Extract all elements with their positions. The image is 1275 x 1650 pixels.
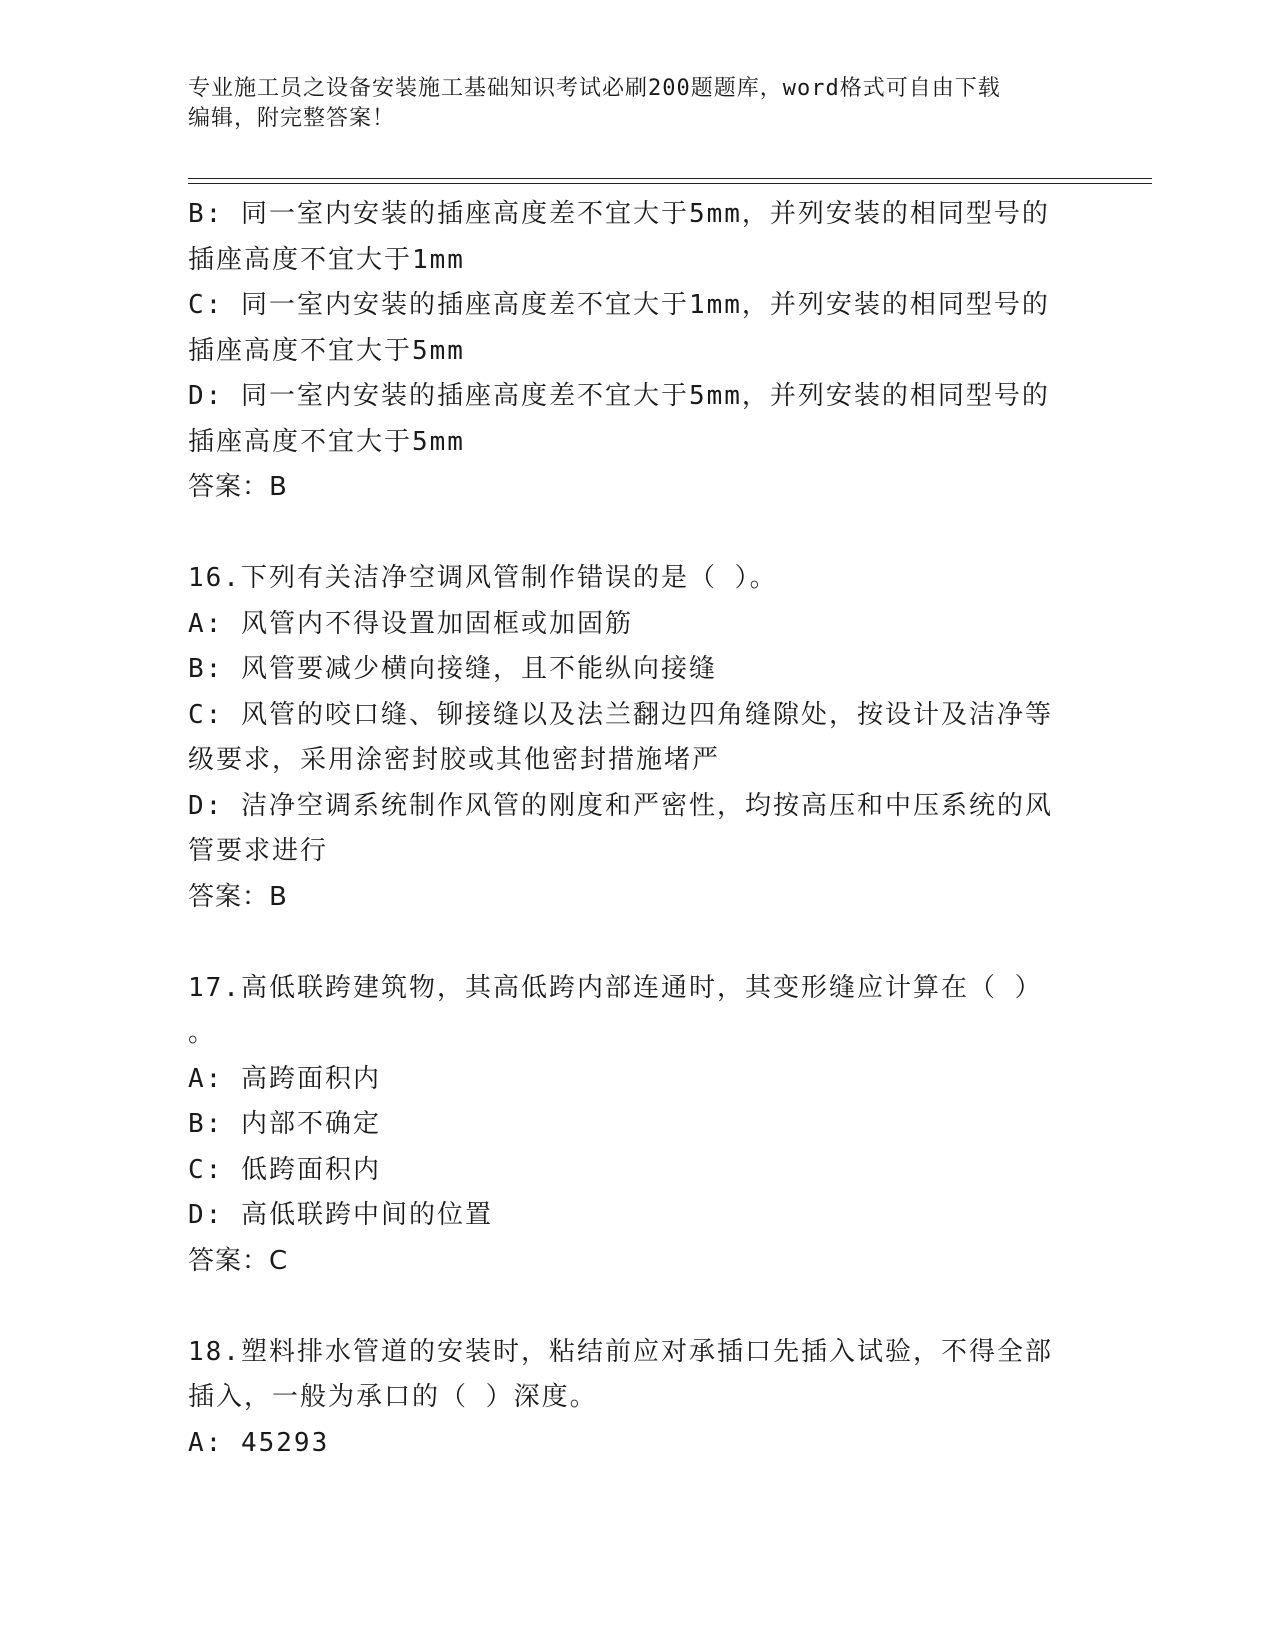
- option-a: A: 风管内不得设置加固框或加固筋: [188, 608, 633, 639]
- option-b: B: 内部不确定: [188, 1109, 381, 1139]
- option-c-line-2: 级要求，采用涂密封胶或其他密封措施堵严: [188, 745, 721, 775]
- spacer: [188, 511, 1088, 557]
- header-title-line-2: 编辑，附完整答案！: [188, 106, 396, 131]
- option-a: A: 45293: [188, 1427, 330, 1458]
- question-stem: 16.下列有关洁净空调风管制作错误的是（ ）。: [188, 563, 778, 593]
- header-divider-bottom: [188, 183, 1152, 184]
- question-content: [188, 192, 1088, 1466]
- option-b-line-1: B: 同一室内安装的插座高度差不宜大于5mm，并列安装的相同型号的: [188, 199, 1050, 229]
- document-header: [188, 74, 1088, 134]
- option-a: A: 高跨面积内: [188, 1063, 381, 1094]
- option-d-line-1: D: 洁净空调系统制作风管的刚度和严密性，均按高压和中压系统的风: [188, 790, 1053, 821]
- question-17: [188, 966, 1088, 1285]
- question-15-tail: [188, 192, 1088, 511]
- option-c-line-1: C: 同一室内安装的插座高度差不宜大于1mm，并列安装的相同型号的: [188, 290, 1050, 320]
- option-c: C: 低跨面积内: [188, 1154, 381, 1185]
- question-16: [188, 556, 1088, 920]
- question-stem-line-1: 17.高低联跨建筑物，其高低跨内部连通时，其变形缝应计算在（ ）: [188, 972, 1043, 1003]
- option-d: D: 高低联跨中间的位置: [188, 1200, 493, 1230]
- option-b-line-2: 插座高度不宜大于1mm: [188, 244, 465, 275]
- answer-line: 答案：B: [188, 881, 288, 912]
- option-d-line-2: 插座高度不宜大于5mm: [188, 426, 465, 457]
- answer-line: 答案：C: [188, 1245, 289, 1276]
- option-b: B: 风管要减少横向接缝，且不能纵向接缝: [188, 654, 717, 684]
- question-stem-line-1: 18.塑料排水管道的安装时，粘结前应对承插口先插入试验，不得全部: [188, 1336, 1053, 1367]
- question-stem-line-2: 。: [188, 1018, 217, 1048]
- spacer: [188, 920, 1088, 966]
- option-d-line-1: D: 同一室内安装的插座高度差不宜大于5mm，并列安装的相同型号的: [188, 381, 1050, 411]
- option-d-line-2: 管要求进行: [188, 836, 329, 866]
- spacer: [188, 1284, 1088, 1330]
- answer-line: 答案：B: [188, 472, 288, 502]
- option-c-line-1: C: 风管的咬口缝、铆接缝以及法兰翻边四角缝隙处，按设计及洁净等: [188, 699, 1053, 730]
- option-c-line-2: 插座高度不宜大于5mm: [188, 335, 465, 366]
- question-18: [188, 1330, 1088, 1467]
- header-title-line-1: 专业施工员之设备安装施工基础知识考试必刷200题题库，word格式可自由下载: [188, 76, 1001, 101]
- question-stem-line-2: 插入，一般为承口的（ ）深度。: [188, 1382, 598, 1412]
- header-divider-top: [188, 178, 1152, 179]
